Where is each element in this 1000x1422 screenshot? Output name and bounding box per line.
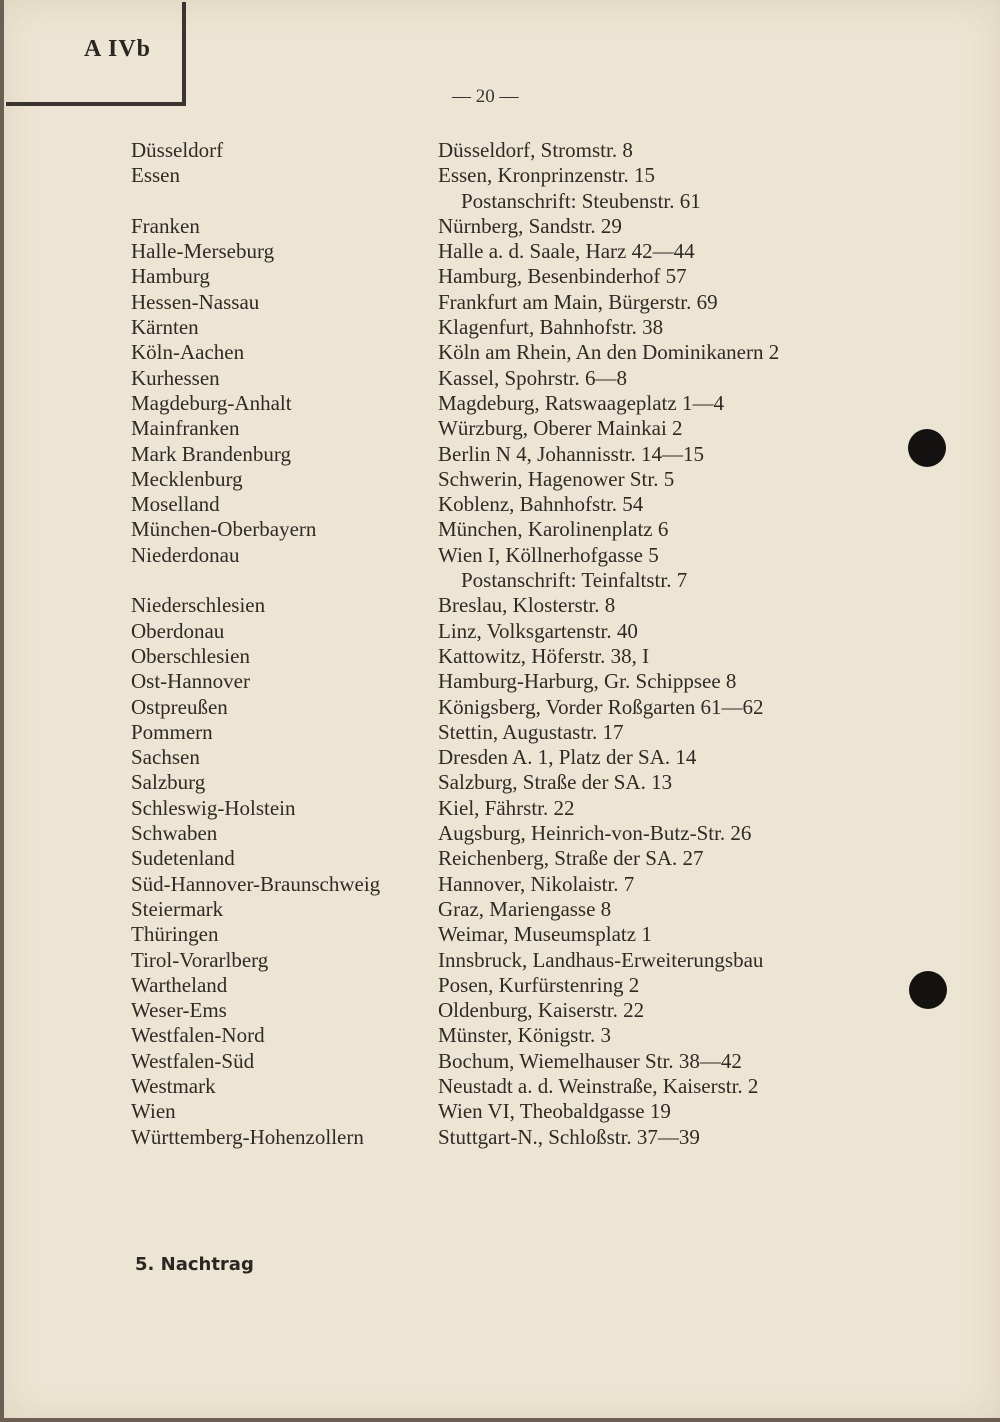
region-name: Thüringen [131,922,219,947]
region-name: Niederschlesien [131,593,266,618]
region-name: Westmark [131,1073,216,1098]
region-name [131,189,438,214]
region-name: Sudetenland [131,846,235,871]
footer-note: 5. Nachtrag [135,1254,254,1275]
office-address: Hamburg, Besenbinderhof 57 [438,264,687,289]
office-address: Stuttgart-N., Schloßstr. 37—39 [438,1124,700,1149]
office-address: Essen, Kronprinzenstr. 15 [438,163,655,188]
directory-row [131,214,871,239]
office-address: Schwerin, Hagenower Str. 5 [438,466,675,491]
directory-row [131,821,871,846]
directory-row [131,290,871,315]
region-name: Tirol-Vorarlberg [131,947,269,972]
office-address: Innsbruck, Landhaus-Erweiterungsbau [438,947,764,972]
directory-row [131,163,871,188]
office-address: Weimar, Museumsplatz 1 [438,922,652,947]
region-name: München-Oberbayern [131,517,317,542]
region-name: Oberdonau [131,618,225,643]
directory-row [131,1099,871,1124]
region-name: Schwaben [131,821,218,846]
directory-row [131,517,871,542]
directory-row [131,340,871,365]
office-address: Magdeburg, Ratswaageplatz 1—4 [438,390,724,415]
directory-row [131,543,871,568]
directory-row [131,239,871,264]
directory-row [131,366,871,391]
directory-row [131,467,871,492]
region-name: Düsseldorf [131,138,224,162]
directory-row [131,619,871,644]
directory-row [131,1023,871,1048]
region-name: Oberschlesien [131,643,250,668]
directory-row [131,1125,871,1150]
office-address: Würzburg, Oberer Mainkai 2 [438,416,683,441]
directory-row [131,770,871,795]
region-name: Ostpreußen [131,694,228,719]
office-address: Reichenberg, Straße der SA. 27 [438,846,704,871]
page-number: — 20 — [452,86,519,107]
region-name: Köln-Aachen [131,340,245,365]
region-name: Pommern [131,719,213,744]
region-name: Niederdonau [131,542,240,567]
directory-row [131,948,871,973]
office-address: Posen, Kurfürstenring 2 [438,972,640,997]
region-name: Sachsen [131,745,200,770]
office-address: Wien I, Köllnerhofgasse 5 [438,542,659,567]
office-address: Düsseldorf, Stromstr. 8 [438,138,633,162]
region-name: Hessen-Nassau [131,289,260,314]
office-address: Halle a. d. Saale, Harz 42—44 [438,239,695,264]
directory-row [131,720,871,745]
region-name: Schleswig-Holstein [131,795,296,820]
office-address: Linz, Volksgartenstr. 40 [438,618,638,643]
region-name: Magdeburg-Anhalt [131,390,292,415]
directory-row [131,568,871,593]
punch-hole-bottom [909,971,947,1009]
corner-label: A IVb [84,36,152,62]
office-address: Breslau, Klosterstr. 8 [438,593,616,618]
office-address: Königsberg, Vorder Roßgarten 61—62 [438,694,764,719]
page-edge-left [0,0,4,1422]
directory-row [131,315,871,340]
office-address: Hannover, Nikolaistr. 7 [438,871,635,896]
directory-row [131,796,871,821]
region-name: Wartheland [131,972,228,997]
directory-row [131,138,871,163]
office-address: Kassel, Spohrstr. 6—8 [438,365,627,390]
region-name: Kurhessen [131,365,220,390]
region-name: Westfalen-Nord [131,1023,265,1048]
region-name: Kärnten [131,315,199,340]
directory-row [131,391,871,416]
directory-row [131,669,871,694]
region-name: Hamburg [131,264,210,289]
region-name: Mecklenburg [131,466,243,491]
office-address: Nürnberg, Sandstr. 29 [438,213,622,238]
directory-row [131,846,871,871]
office-address: Münster, Königstr. 3 [438,1023,611,1048]
region-name: Halle-Merseburg [131,239,275,264]
region-name: Wien [131,1099,176,1124]
region-name: Süd-Hannover-Braunschweig [131,871,381,896]
directory-row [131,897,871,922]
office-address: Berlin N 4, Johannisstr. 14—15 [438,441,704,466]
directory-row [131,264,871,289]
office-address: Wien VI, Theobaldgasse 19 [438,1099,671,1124]
directory-row [131,922,871,947]
directory-row [131,442,871,467]
office-address: Oldenburg, Kaiserstr. 22 [438,998,645,1023]
office-address: Graz, Mariengasse 8 [438,896,612,921]
office-address: Salzburg, Straße der SA. 13 [438,770,673,795]
office-address: Köln am Rhein, An den Dominikanern 2 [438,340,780,365]
directory-row [131,1049,871,1074]
office-address: Augsburg, Heinrich-von-Butz-Str. 26 [438,821,752,846]
region-name: Franken [131,213,200,238]
directory-row [131,416,871,441]
directory-row [131,998,871,1023]
address-directory [131,138,871,1150]
directory-row [131,872,871,897]
directory-row [131,695,871,720]
punch-hole-top [908,429,946,467]
office-address: Bochum, Wiemelhauser Str. 38—42 [438,1048,742,1073]
region-name: Essen [131,163,180,188]
office-address: Kiel, Fährstr. 22 [438,795,575,820]
office-address: München, Karolinenplatz 6 [438,517,669,542]
directory-row [131,189,871,214]
region-name: Steiermark [131,896,224,921]
region-name: Mark Brandenburg [131,441,291,466]
postal-address: Postanschrift: Steubenstr. 61 [461,188,701,213]
directory-row [131,1074,871,1099]
region-name: Westfalen-Süd [131,1048,255,1073]
page-edge-bottom [0,1418,1000,1422]
region-name: Württemberg-Hohenzollern [131,1124,364,1149]
region-name: Moselland [131,492,220,517]
office-address: Klagenfurt, Bahnhofstr. 38 [438,315,664,340]
office-address: Dresden A. 1, Platz der SA. 14 [438,745,697,770]
directory-row [131,593,871,618]
directory-row [131,644,871,669]
region-name: Salzburg [131,770,206,795]
postal-address: Postanschrift: Teinfaltstr. 7 [461,568,688,593]
office-address: Neustadt a. d. Weinstraße, Kaiserstr. 2 [438,1073,759,1098]
office-address: Stettin, Augustastr. 17 [438,719,624,744]
directory-row [131,492,871,517]
region-name [131,568,438,593]
office-address: Hamburg-Harburg, Gr. Schippsee 8 [438,669,737,694]
office-address: Kattowitz, Höferstr. 38, I [438,643,650,668]
region-name: Mainfranken [131,416,240,441]
directory-row [131,745,871,770]
region-name: Weser-Ems [131,998,227,1023]
directory-row [131,973,871,998]
office-address: Frankfurt am Main, Bürgerstr. 69 [438,289,718,314]
office-address: Koblenz, Bahnhofstr. 54 [438,492,644,517]
region-name: Ost-Hannover [131,669,250,694]
